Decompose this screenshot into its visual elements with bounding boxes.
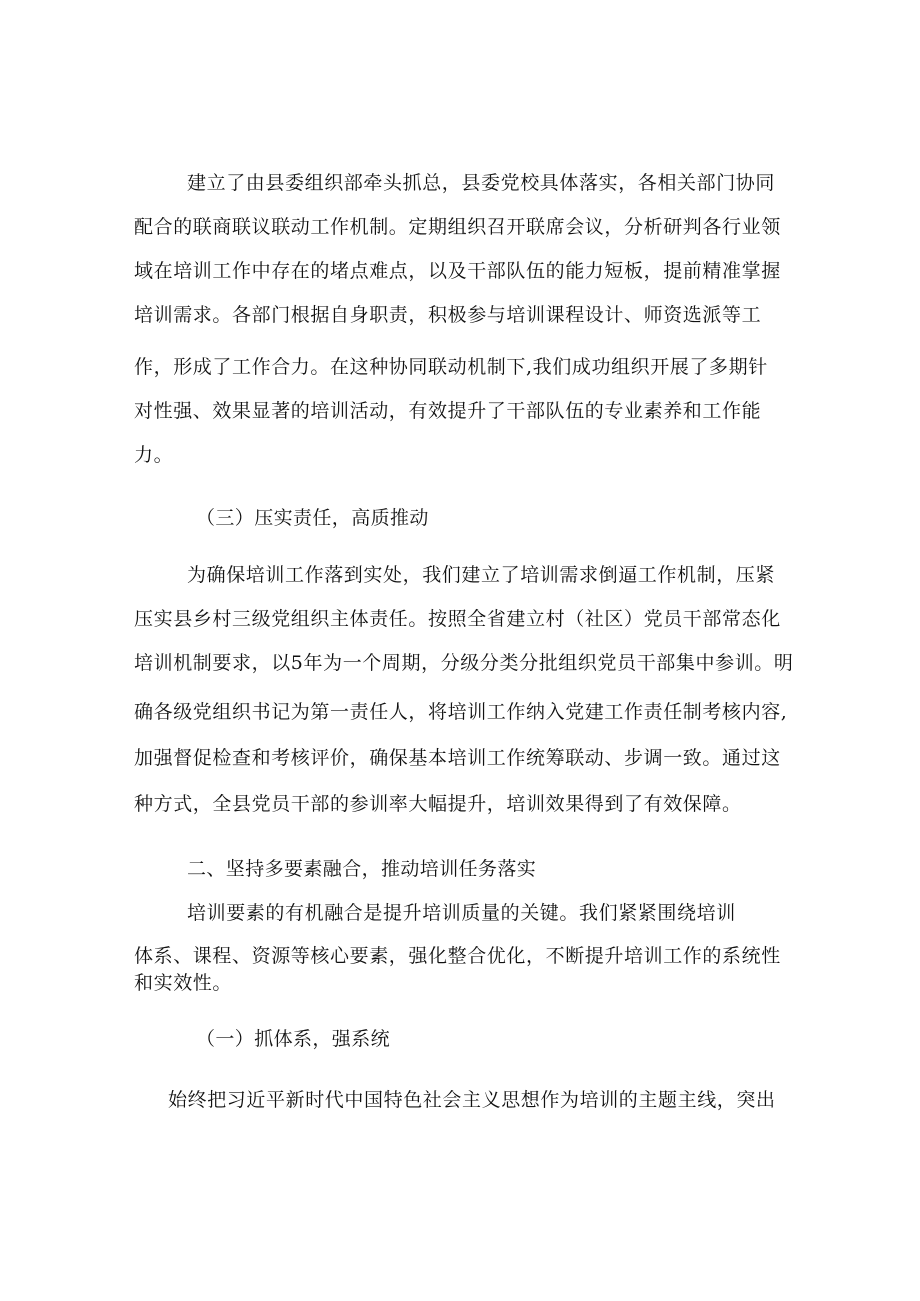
text-line: 体系、课程、资源等核心要素，强化整合优化，不断提升培训工作的系统性 [134, 945, 781, 967]
text-line: 建立了由县委组织部牵头抓总，县委党校具体落实，各相关部门协同 [187, 172, 776, 194]
text-line: 培训要素的有机融合是提升培训质量的关键。我们紧紧围绕培训 [187, 902, 736, 924]
text-line: 配合的联商联议联动工作机制。定期组织召开联席会议，分析研判各行业领 [134, 216, 781, 238]
text-line: 确各级党组织书记为第一责任人，将培训工作纳入党建工作责任制考核内容, [134, 701, 788, 723]
text-line: 力。 [134, 444, 174, 466]
text-line: 加强督促检查和考核评价，确保基本培训工作统筹联动、步调一致。通过这 [134, 747, 781, 769]
text-line: 为确保培训工作落到实处，我们建立了培训需求倒逼工作机制，压紧 [187, 564, 776, 586]
text-line: 种方式，全县党员干部的参训率大幅提升，培训效果得到了有效保障。 [134, 793, 742, 815]
text-line: 压实县乡村三级党组织主体责任。按照全省建立村（社区）党员干部常态化 [134, 608, 781, 630]
text-line: 培训机制要求，以5年为一个周期，分级分类分批组织党员干部集中参训。明 [134, 652, 794, 674]
section-heading: （三）压实责任，高质推动 [196, 507, 429, 529]
text-line: 和实效性。 [134, 972, 233, 994]
text-line: 域在培训工作中存在的堵点难点，以及干部队伍的能力短板，提前精准掌握 [134, 260, 781, 282]
text-line: 对性强、效果显著的培训活动，有效提升了干部队伍的专业素养和工作能 [134, 400, 762, 422]
section-heading: 二、坚持多要素融合，推动培训任务落实 [187, 858, 537, 880]
text-line: 始终把习近平新时代中国特色社会主义思想作为培训的主题主线，突出 [168, 1089, 776, 1111]
text-line: 培训需求。各部门根据自身职责，积极参与培训课程设计、师资选派等工 [134, 304, 762, 326]
section-heading: （一）抓体系，强系统 [196, 1028, 391, 1050]
text-line: 作，形成了工作合力。在这种协同联动机制下,我们成功组织开展了多期针 [134, 356, 768, 378]
